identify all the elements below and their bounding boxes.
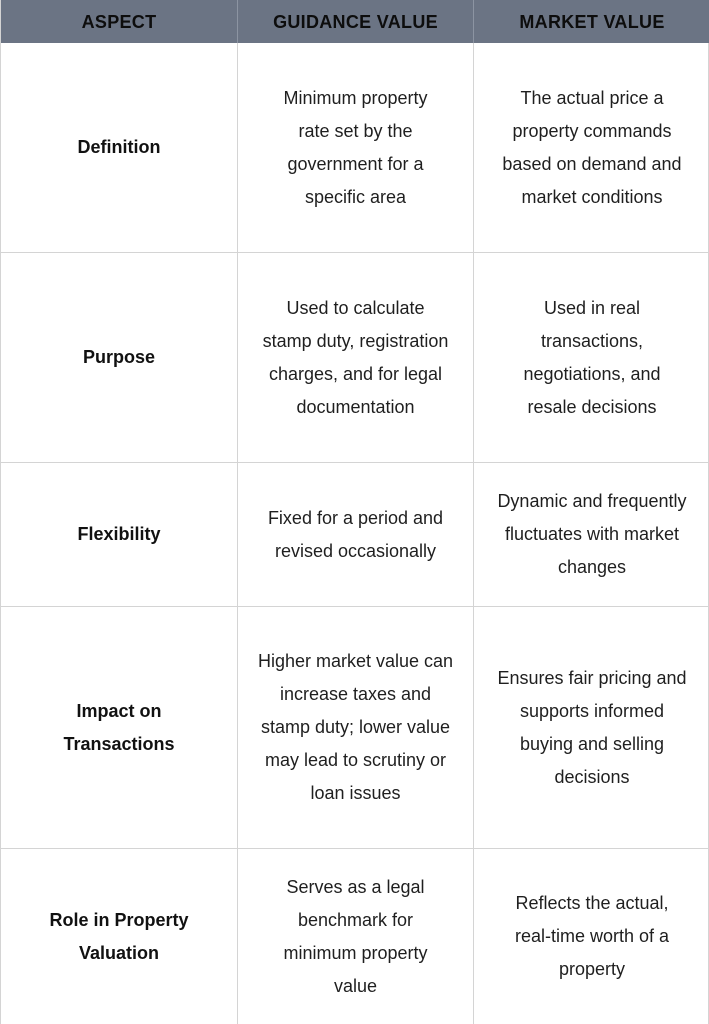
row-definition-aspect: Definition <box>1 43 238 253</box>
row-purpose-market: Used in real transactions, negotiations, and resale decisions <box>474 253 709 463</box>
row-role-aspect: Role in Property Valuation <box>1 849 238 1024</box>
header-guidance-value: GUIDANCE VALUE <box>238 0 474 43</box>
row-flexibility-aspect: Flexibility <box>1 463 238 607</box>
row-impact-market: Ensures fair pricing and supports informed buying and selling decisions <box>474 607 709 849</box>
row-purpose-guidance: Used to calculate stamp duty, registration charges, and for legal documentation <box>238 253 474 463</box>
header-aspect: ASPECT <box>1 0 238 43</box>
row-role-guidance: Serves as a legal benchmark for minimum property value <box>238 849 474 1024</box>
row-impact-guidance: Higher market value can increase taxes and stamp duty; lower value may lead to scrutiny or loan issues <box>238 607 474 849</box>
row-flexibility-market: Dynamic and frequently fluctuates with market changes <box>474 463 709 607</box>
row-flexibility-guidance: Fixed for a period and revised occasionally <box>238 463 474 607</box>
row-purpose-aspect: Purpose <box>1 253 238 463</box>
row-definition-market: The actual price a property commands based on demand and market conditions <box>474 43 709 253</box>
header-market-value: MARKET VALUE <box>474 0 709 43</box>
row-impact-aspect: Impact on Transactions <box>1 607 238 849</box>
row-definition-guidance: Minimum property rate set by the government for a specific area <box>238 43 474 253</box>
row-role-market: Reflects the actual, real-time worth of a property <box>514 893 670 979</box>
